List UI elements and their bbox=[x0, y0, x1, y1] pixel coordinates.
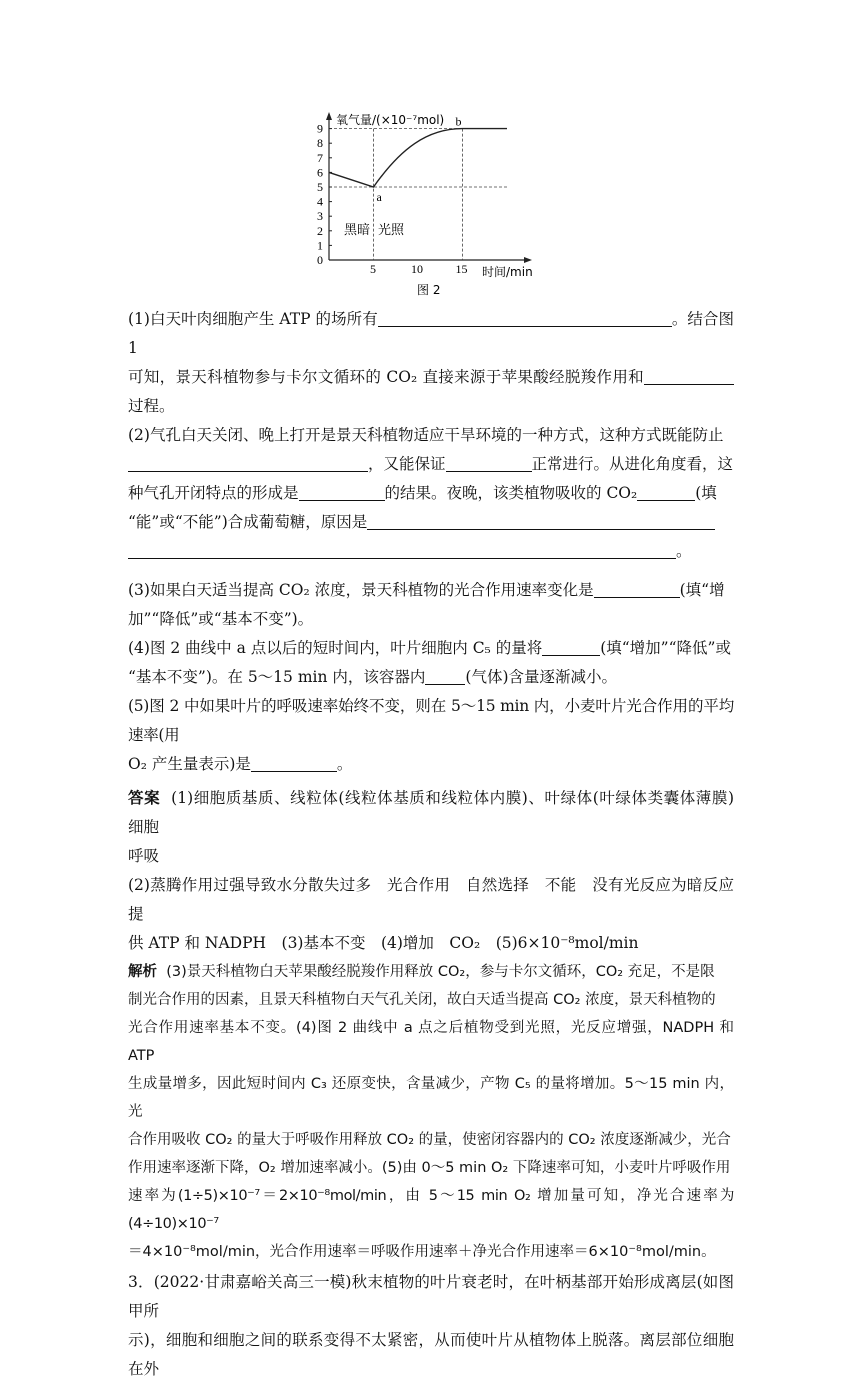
dashed-guides bbox=[329, 129, 507, 260]
next-question-line-2 bbox=[128, 1326, 734, 1384]
answer-blank[interactable] bbox=[425, 666, 465, 685]
q2-line-1 bbox=[128, 421, 734, 450]
q1-text-1: (1)白天叶肉细胞产生 ATP 的场所有 bbox=[128, 310, 378, 328]
y-axis-arrow bbox=[326, 112, 332, 120]
analysis-line-8 bbox=[128, 1238, 734, 1266]
y-tick-label: 9 bbox=[317, 121, 323, 136]
q4-line-2 bbox=[128, 663, 734, 692]
answer-line-1 bbox=[128, 783, 750, 842]
y-tick-label: 4 bbox=[317, 194, 323, 209]
q2-text-5: 的结果。夜晚，该类植物吸收的 CO₂ bbox=[384, 484, 638, 502]
answer-blank[interactable] bbox=[542, 637, 600, 656]
x-axis-arrow bbox=[524, 257, 532, 263]
answer-blank[interactable] bbox=[251, 753, 337, 772]
y-tick-label: 2 bbox=[317, 223, 323, 238]
q1-text-2: 。结合图 1 bbox=[128, 310, 734, 357]
figure-2-chart bbox=[300, 108, 550, 298]
q3-text-1: (3)如果白天适当提高 CO₂ 浓度，景天科植物的光合作用速率变化是 bbox=[128, 581, 594, 599]
answer-text-2: 呼吸 bbox=[128, 847, 160, 865]
analysis-text-3: 光合作用速率基本不变。(4)图 2 曲线中 a 点之后植物受到光照，光反应增强，NADPH 和 ATP bbox=[128, 1020, 734, 1064]
y-tick-label: 8 bbox=[317, 136, 323, 151]
figure-caption: 图 2 bbox=[417, 283, 441, 297]
q5-text-3: 。 bbox=[336, 755, 353, 773]
y-tick-labels bbox=[317, 122, 332, 267]
next-question-text-2: 示)，细胞和细胞之间的联系变得不太紧密，从而使叶片从植物体上脱落。离层部位细胞在外 bbox=[128, 1331, 734, 1378]
oxygen-curve bbox=[329, 129, 507, 187]
next-question-text-1: 3．(2022·甘肃嘉峪关高三一模)秋末植物的叶片衰老时，在叶柄基部开始形成离层(如图甲所 bbox=[128, 1273, 734, 1320]
answer-blank[interactable] bbox=[299, 482, 385, 501]
x-tick-label: 15 bbox=[455, 262, 468, 276]
q2-text-4: 种气孔开闭特点的形成是 bbox=[128, 484, 299, 502]
next-question-line-1 bbox=[128, 1268, 734, 1326]
q3-text-3: 加”“降低”或“基本不变”)。 bbox=[128, 610, 314, 628]
q2-line-5 bbox=[128, 537, 734, 566]
questions-block bbox=[128, 305, 750, 1384]
chart-axes bbox=[326, 112, 532, 263]
y-tick-label: 5 bbox=[317, 180, 323, 194]
answer-blank[interactable] bbox=[378, 308, 672, 327]
answer-blank[interactable] bbox=[637, 482, 695, 501]
q2-line-4 bbox=[128, 508, 734, 537]
analysis-line-3 bbox=[128, 1014, 734, 1070]
answer-text-1: (1)细胞质基质、线粒体(线粒体基质和线粒体内膜)、叶绿体(叶绿体类囊体薄膜) 细胞 bbox=[128, 789, 750, 836]
analysis-line-7 bbox=[128, 1182, 734, 1238]
answer-line-4 bbox=[128, 929, 734, 958]
light-label: 光照 bbox=[378, 223, 405, 238]
y-tick-label: 7 bbox=[317, 150, 323, 165]
analysis-line-1 bbox=[128, 958, 734, 986]
answer-line-3 bbox=[128, 871, 734, 929]
q2-text-3: 正常进行。从进化角度看，这 bbox=[531, 455, 734, 473]
answer-text-4: 供 ATP 和 NADPH (3)基本不变 (4)增加 CO₂ (5)6×10⁻⁸mol/min bbox=[128, 934, 639, 952]
q1-line-2 bbox=[128, 363, 734, 421]
x-tick-labels bbox=[370, 262, 468, 276]
dark-label: 黑暗 bbox=[344, 223, 371, 238]
q4-text-1: (4)图 2 曲线中 a 点以后的短时间内，叶片细胞内 C₅ 的量将 bbox=[128, 639, 543, 657]
q2-text-1: (2)气孔白天关闭、晚上打开是景天科植物适应干旱环境的一种方式，这种方式既能防止 bbox=[128, 426, 724, 444]
q1-line-1 bbox=[128, 305, 734, 363]
q3-line-2 bbox=[128, 605, 734, 634]
q5-text-2: O₂ 产生量表示)是 bbox=[128, 755, 251, 773]
analysis-label: 解析 bbox=[128, 964, 157, 980]
analysis-line-5 bbox=[128, 1126, 734, 1154]
q5-text-1: (5)图 2 中如果叶片的呼吸速率始终不变，则在 5～15 min 内，小麦叶片光合作用的平均速率(用 bbox=[128, 697, 734, 744]
y-tick-label: 1 bbox=[317, 238, 323, 253]
analysis-text-6: 作用速率逐渐下降，O₂ 增加速率减小。(5)由 0～5 min O₂ 下降速率可知，小麦叶片呼吸作用 bbox=[128, 1160, 731, 1176]
analysis-block bbox=[128, 958, 734, 1266]
q2-text-6: (填 bbox=[695, 484, 717, 502]
analysis-text-2: 制光合作用的因素，且景天科植物白天气孔关闭，故白天适当提高 CO₂ 浓度，景天科植物的 bbox=[128, 992, 716, 1008]
q2-line-2 bbox=[128, 450, 734, 479]
answer-blank[interactable] bbox=[128, 453, 368, 472]
answer-blank[interactable] bbox=[367, 511, 715, 530]
analysis-text-8: ＝4×10⁻⁸mol/min，光合作用速率＝呼吸作用速率＋净光合作用速率＝6×10⁻⁸mol/min。 bbox=[128, 1244, 716, 1260]
x-tick-label: 10 bbox=[411, 262, 423, 276]
y-tick-label: 0 bbox=[317, 253, 323, 267]
analysis-text-1: (3)景天科植物白天苹果酸经脱羧作用释放 CO₂，参与卡尔文循环，CO₂ 充足，不是限 bbox=[166, 964, 715, 980]
q4-text-3: “基本不变”)。在 5～15 min 内，该容器内 bbox=[128, 668, 426, 686]
analysis-text-7: 速率为(1÷5)×10⁻⁷＝2×10⁻⁸mol/min，由 5～15 min O₂ 增加量可知，净光合速率为(4÷10)×10⁻⁷ bbox=[128, 1188, 734, 1232]
q1-text-4: 过程。 bbox=[128, 397, 175, 415]
analysis-text-4: 生成量增多，因此短时间内 C₃ 还原变快，含量减少，产物 C₅ 的量将增加。5～15 min 内，光 bbox=[128, 1076, 734, 1120]
point-a-label: a bbox=[376, 190, 382, 204]
analysis-text-5: 合作用吸收 CO₂ 的量大于呼吸作用释放 CO₂ 的量，使密闭容器内的 CO₂ 浓度逐渐减少，光合 bbox=[128, 1132, 731, 1148]
y-tick-label: 3 bbox=[317, 209, 323, 224]
answer-label: 答案 bbox=[128, 788, 161, 807]
q2-text-7: “能”或“不能”)合成葡萄糖，原因是 bbox=[128, 513, 368, 531]
q2-text-8: 。 bbox=[676, 542, 692, 560]
q3-text-2: (填“增 bbox=[679, 581, 725, 599]
q2-line-3 bbox=[128, 479, 734, 508]
analysis-line-2 bbox=[128, 986, 734, 1014]
q3-line-1 bbox=[128, 576, 734, 605]
q1-text-3: 可知，景天科植物参与卡尔文循环的 CO₂ 直接来源于苹果酸经脱羧作用和 bbox=[128, 368, 644, 386]
answer-blank[interactable] bbox=[128, 540, 676, 559]
analysis-line-6 bbox=[128, 1154, 734, 1182]
q5-line-2 bbox=[128, 750, 734, 779]
y-axis-label: 氧气量/(×10⁻⁷mol) bbox=[336, 113, 445, 127]
x-axis-label: 时间/min bbox=[482, 265, 533, 279]
point-b-label: b bbox=[455, 114, 462, 129]
answer-line-2 bbox=[128, 842, 734, 871]
q4-text-2: (填“增加”“降低”或 bbox=[600, 639, 731, 657]
y-tick-label: 6 bbox=[317, 165, 323, 180]
answer-blank[interactable] bbox=[644, 366, 734, 385]
q5-line-1 bbox=[128, 692, 734, 750]
analysis-line-4 bbox=[128, 1070, 734, 1126]
x-tick-label: 5 bbox=[370, 262, 376, 276]
answer-blank[interactable] bbox=[594, 579, 680, 598]
answer-text-3: (2)蒸腾作用过强导致水分散失过多 光合作用 自然选择 不能 没有光反应为暗反应提 bbox=[128, 876, 734, 923]
answer-blank[interactable] bbox=[446, 453, 532, 472]
q4-line-1 bbox=[128, 634, 734, 663]
q4-text-4: (气体)含量逐渐减小。 bbox=[465, 668, 618, 686]
q2-text-2: ，又能保证 bbox=[368, 455, 446, 473]
